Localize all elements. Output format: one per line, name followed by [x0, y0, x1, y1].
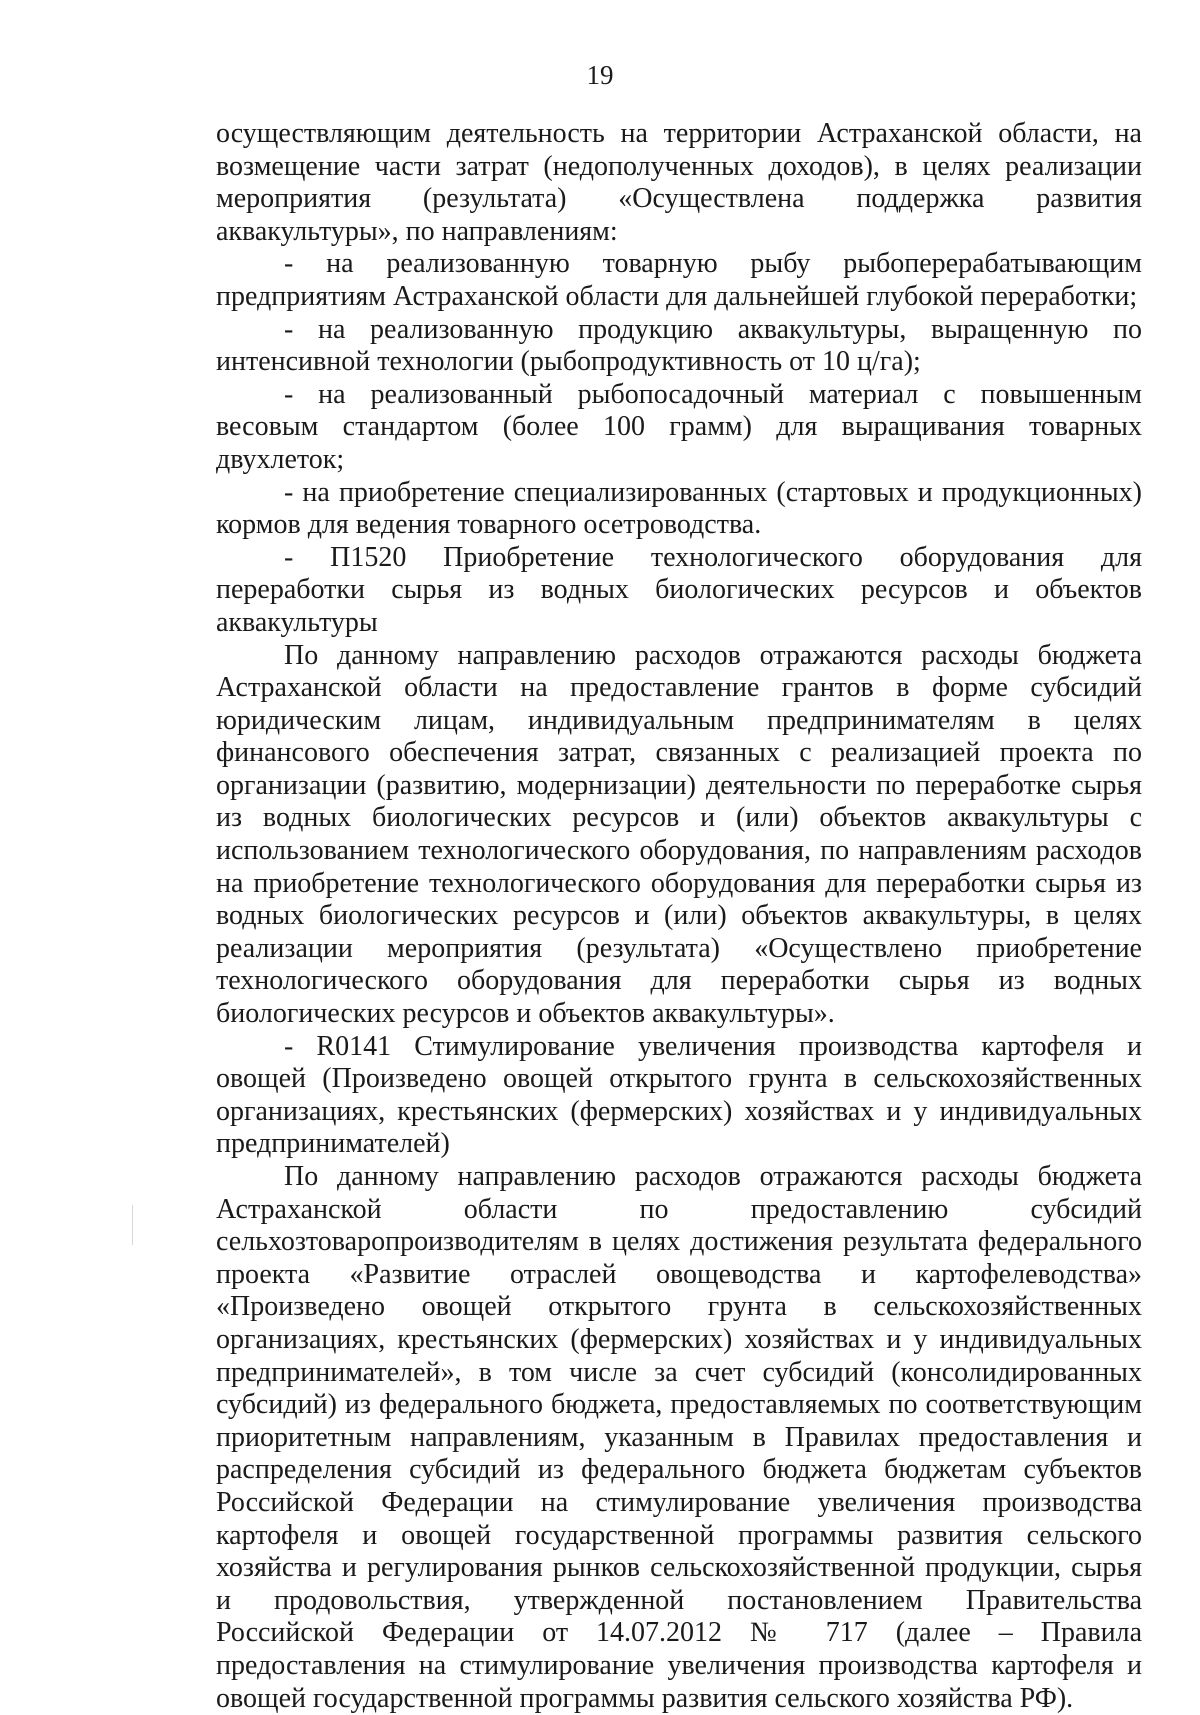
expense-code-p1520-heading: - П1520 Приобретение технологического оборудования для переработки сырья из водных биологических ресурсов и объектов аквакультуры [216, 541, 1142, 638]
expense-code-p1520-description: По данному направлению расходов отражаются расходы бюджета Астраханской области на предоставление грантов в форме субсидий юридическим лицам, индивидуальным предпринимателям в целях финансового обеспечения затрат, связанных с реализацией проекта по организации (развитию, модернизации) деятельности по переработке сырья из водных биологических ресурсов и (или) объектов аквакультуры с использованием технологического оборудования, по направлениям расходов на приобретение технологического оборудования для переработки сырья из водных биологических ресурсов и (или) объектов аквакультуры, в целях реализации мероприятия (результата) «Осуществлено приобретение технологического оборудования для переработки сырья из водных биологических ресурсов и объектов аквакультуры». [216, 639, 1142, 1030]
page-number: 19 [586, 60, 614, 90]
scan-artifact-line [132, 1205, 133, 1245]
expense-code-r0141-heading: - R0141 Стимулирование увеличения производства картофеля и овощей (Произведено овощей открытого грунта в сельскохозяйственных организациях, крестьянских (фермерских) хозяйствах и у индивидуальных предпринимателей) [216, 1030, 1142, 1160]
list-item-fish-stocking-material: - на реализованный рыбопосадочный материал с повышенным весовым стандартом (более 100 грамм) для выращивания товарных двухлеток; [216, 378, 1142, 475]
expense-code-r0141-description: По данному направлению расходов отражаются расходы бюджета Астраханской области по предоставлению субсидий сельхозтоваропроизводителям в целях достижения результата федерального проекта «Развитие отраслей овощеводства и картофелеводства» «Произведено овощей открытого грунта в сельскохозяйственных организациях, крестьянских (фермерских) хозяйствах и у индивидуальных предпринимателей», в том числе за счет субсидий (консолидированных субсидий) из федерального бюджета, предоставляемых по соответствующим приоритетным направлениям, указанным в Правилах предоставления и распределения субсидий из федерального бюджета бюджетам субъектов Российской Федерации на стимулирование увеличения производства картофеля и овощей государственной программы развития сельского хозяйства и регулирования рынков сельскохозяйственной продукции, сырья и продовольствия, утвержденной постановлением Правительства Российской Федерации от 14.07.2012 № 717 (далее – Правила предоставления на стимулирование увеличения производства картофеля и овощей государственной программы развития сельского хозяйства РФ). [216, 1161, 1142, 1714]
list-item-fish-processing: - на реализованную товарную рыбу рыбоперерабатывающим предприятиям Астраханской области для дальнейшей глубокой переработки; [216, 248, 1142, 312]
list-item-specialized-feed: - на приобретение специализированных (стартовых и продукционных) кормов для ведения товарного осетроводства. [216, 476, 1142, 541]
document-body [216, 118, 1142, 1715]
list-item-intensive-aquaculture: - на реализованную продукцию аквакультуры, выращенную по интенсивной технологии (рыбопродуктивность от 10 ц/га); [216, 313, 1142, 378]
paragraph-intro-continuation: осуществляющим деятельность на территории Астраханской области, на возмещение части затрат (недополученных доходов), в целях реализации мероприятия (результата) «Осуществлена поддержка развития аквакультуры», по направлениям: [216, 118, 1142, 247]
